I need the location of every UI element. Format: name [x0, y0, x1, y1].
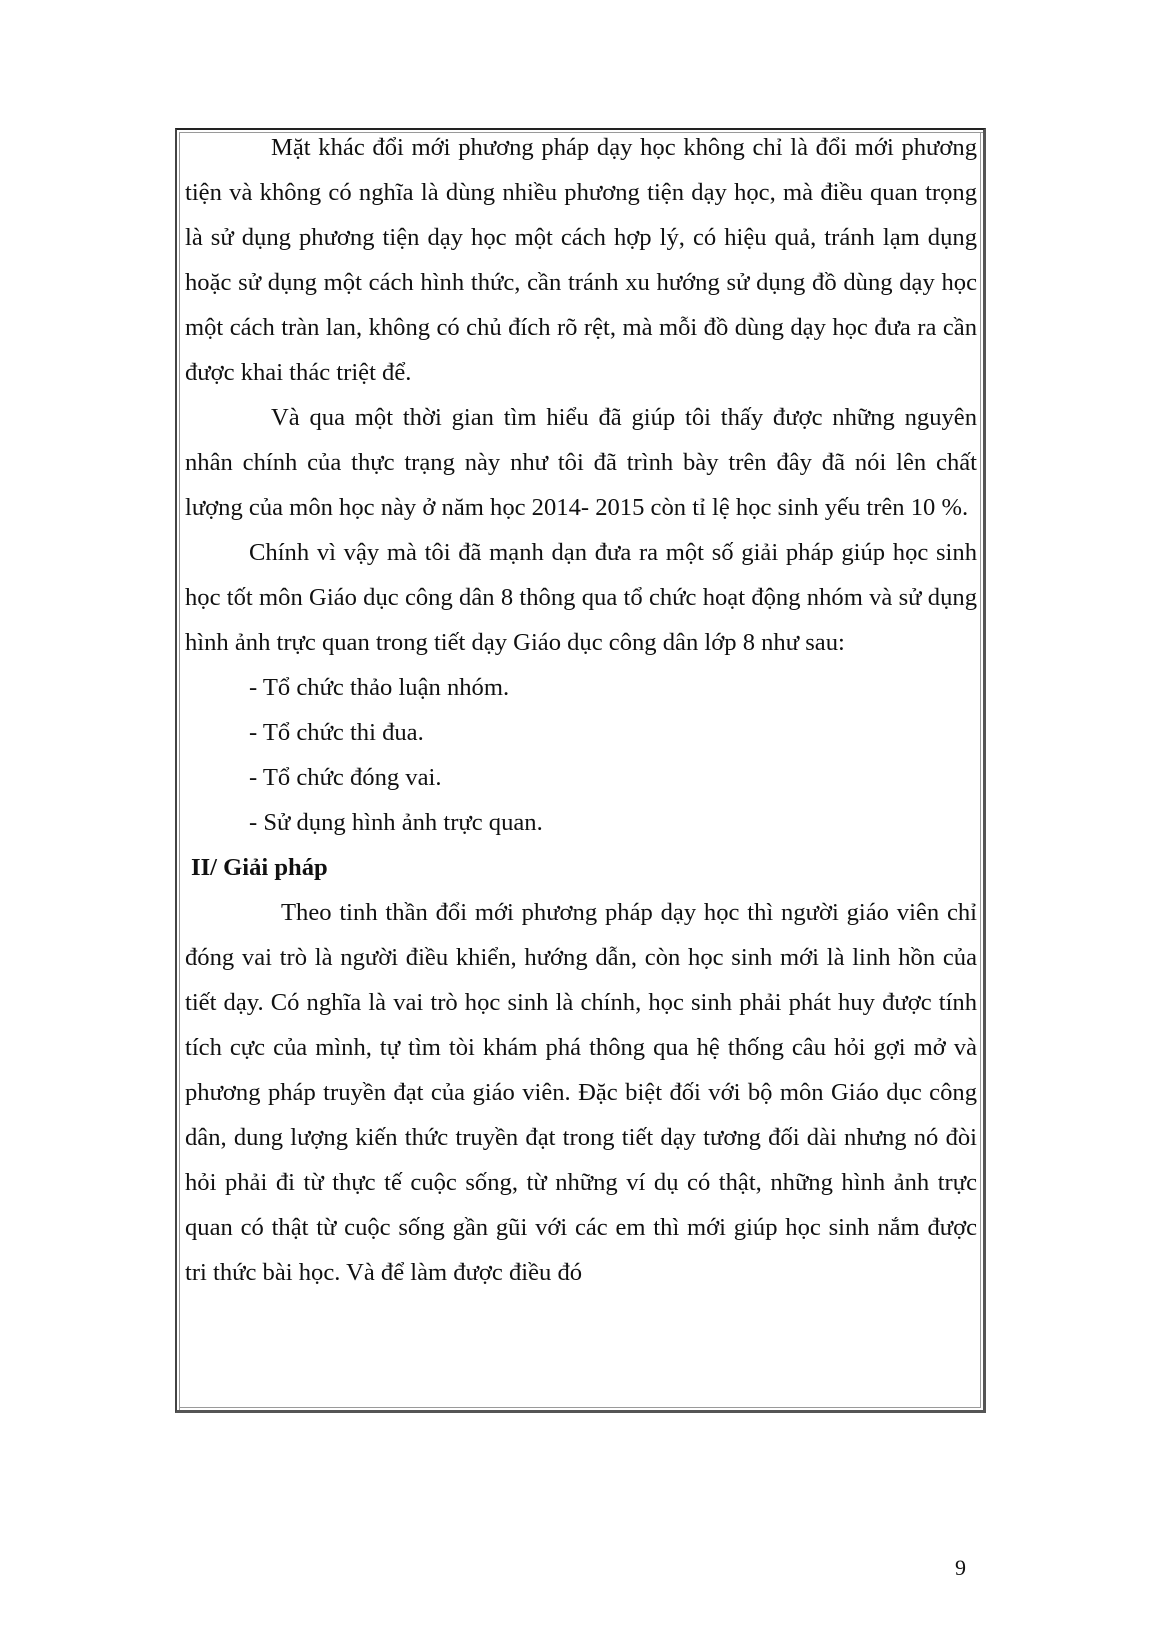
page-number: 9 [955, 1555, 966, 1580]
paragraph-causes: Và qua một thời gian tìm hiểu đã giúp tôi thấy được những nguyên nhân chính của thực trạng này như tôi đã trình bày trên đây đã nói lên chất lượng của môn học này ở năm học 2014- 2015 còn tỉ lệ học sinh yếu trên 10 %. [185, 404, 977, 521]
list-item: - Sử dụng hình ảnh trực quan. [249, 809, 543, 836]
list-item: - Tổ chức đóng vai. [249, 764, 442, 791]
paragraph-solution-body: Theo tinh thần đổi mới phương pháp dạy học thì người giáo viên chỉ đóng vai trò là người điều khiển, hướng dẫn, còn học sinh mới là linh hồn của tiết dạy. Có nghĩa là vai trò học sinh là chính, học sinh phải phát huy được tính tích cực của mình, tự tìm tòi khám phá thông qua hệ thống câu hỏi gợi mở và phương pháp truyền đạt của giáo viên. Đặc biệt đối với bộ môn Giáo dục công dân, dung lượng kiến thức truyền đạt trong tiết dạy tương đối dài nhưng nó đòi hỏi phải đi từ thực tế cuộc sống, từ những ví dụ có thật, những hình ảnh trực quan có thật từ cuộc sống gần gũi với các em thì mới giúp học sinh nắm được tri thức bài học. Và để làm được điều đó [185, 899, 977, 1286]
paragraph-media-usage: Mặt khác đổi mới phương pháp dạy học không chỉ là đổi mới phương tiện và không có nghĩa là dùng nhiều phương tiện dạy học, mà điều quan trọng là sử dụng phương tiện dạy học một cách hợp lý, có hiệu quả, tránh lạm dụng hoặc sử dụng một cách hình thức, cần tránh xu hướng sử dụng đồ dùng dạy học một cách tràn lan, không có chủ đích rõ rệt, mà mỗi đồ dùng dạy học đưa ra cần được khai thác triệt để. [185, 134, 977, 386]
section-heading: II/ Giải pháp [191, 854, 328, 881]
paragraph-solutions-intro: Chính vì vậy mà tôi đã mạnh dạn đưa ra một số giải pháp giúp học sinh học tốt môn Giáo dục công dân 8 thông qua tổ chức hoạt động nhóm và sử dụng hình ảnh trực quan trong tiết dạy Giáo dục công dân lớp 8 như sau: [185, 539, 977, 656]
page-content [185, 125, 977, 1295]
solutions-list [185, 665, 977, 845]
list-item: - Tổ chức thi đua. [249, 719, 424, 746]
list-item: - Tổ chức thảo luận nhóm. [249, 674, 510, 701]
